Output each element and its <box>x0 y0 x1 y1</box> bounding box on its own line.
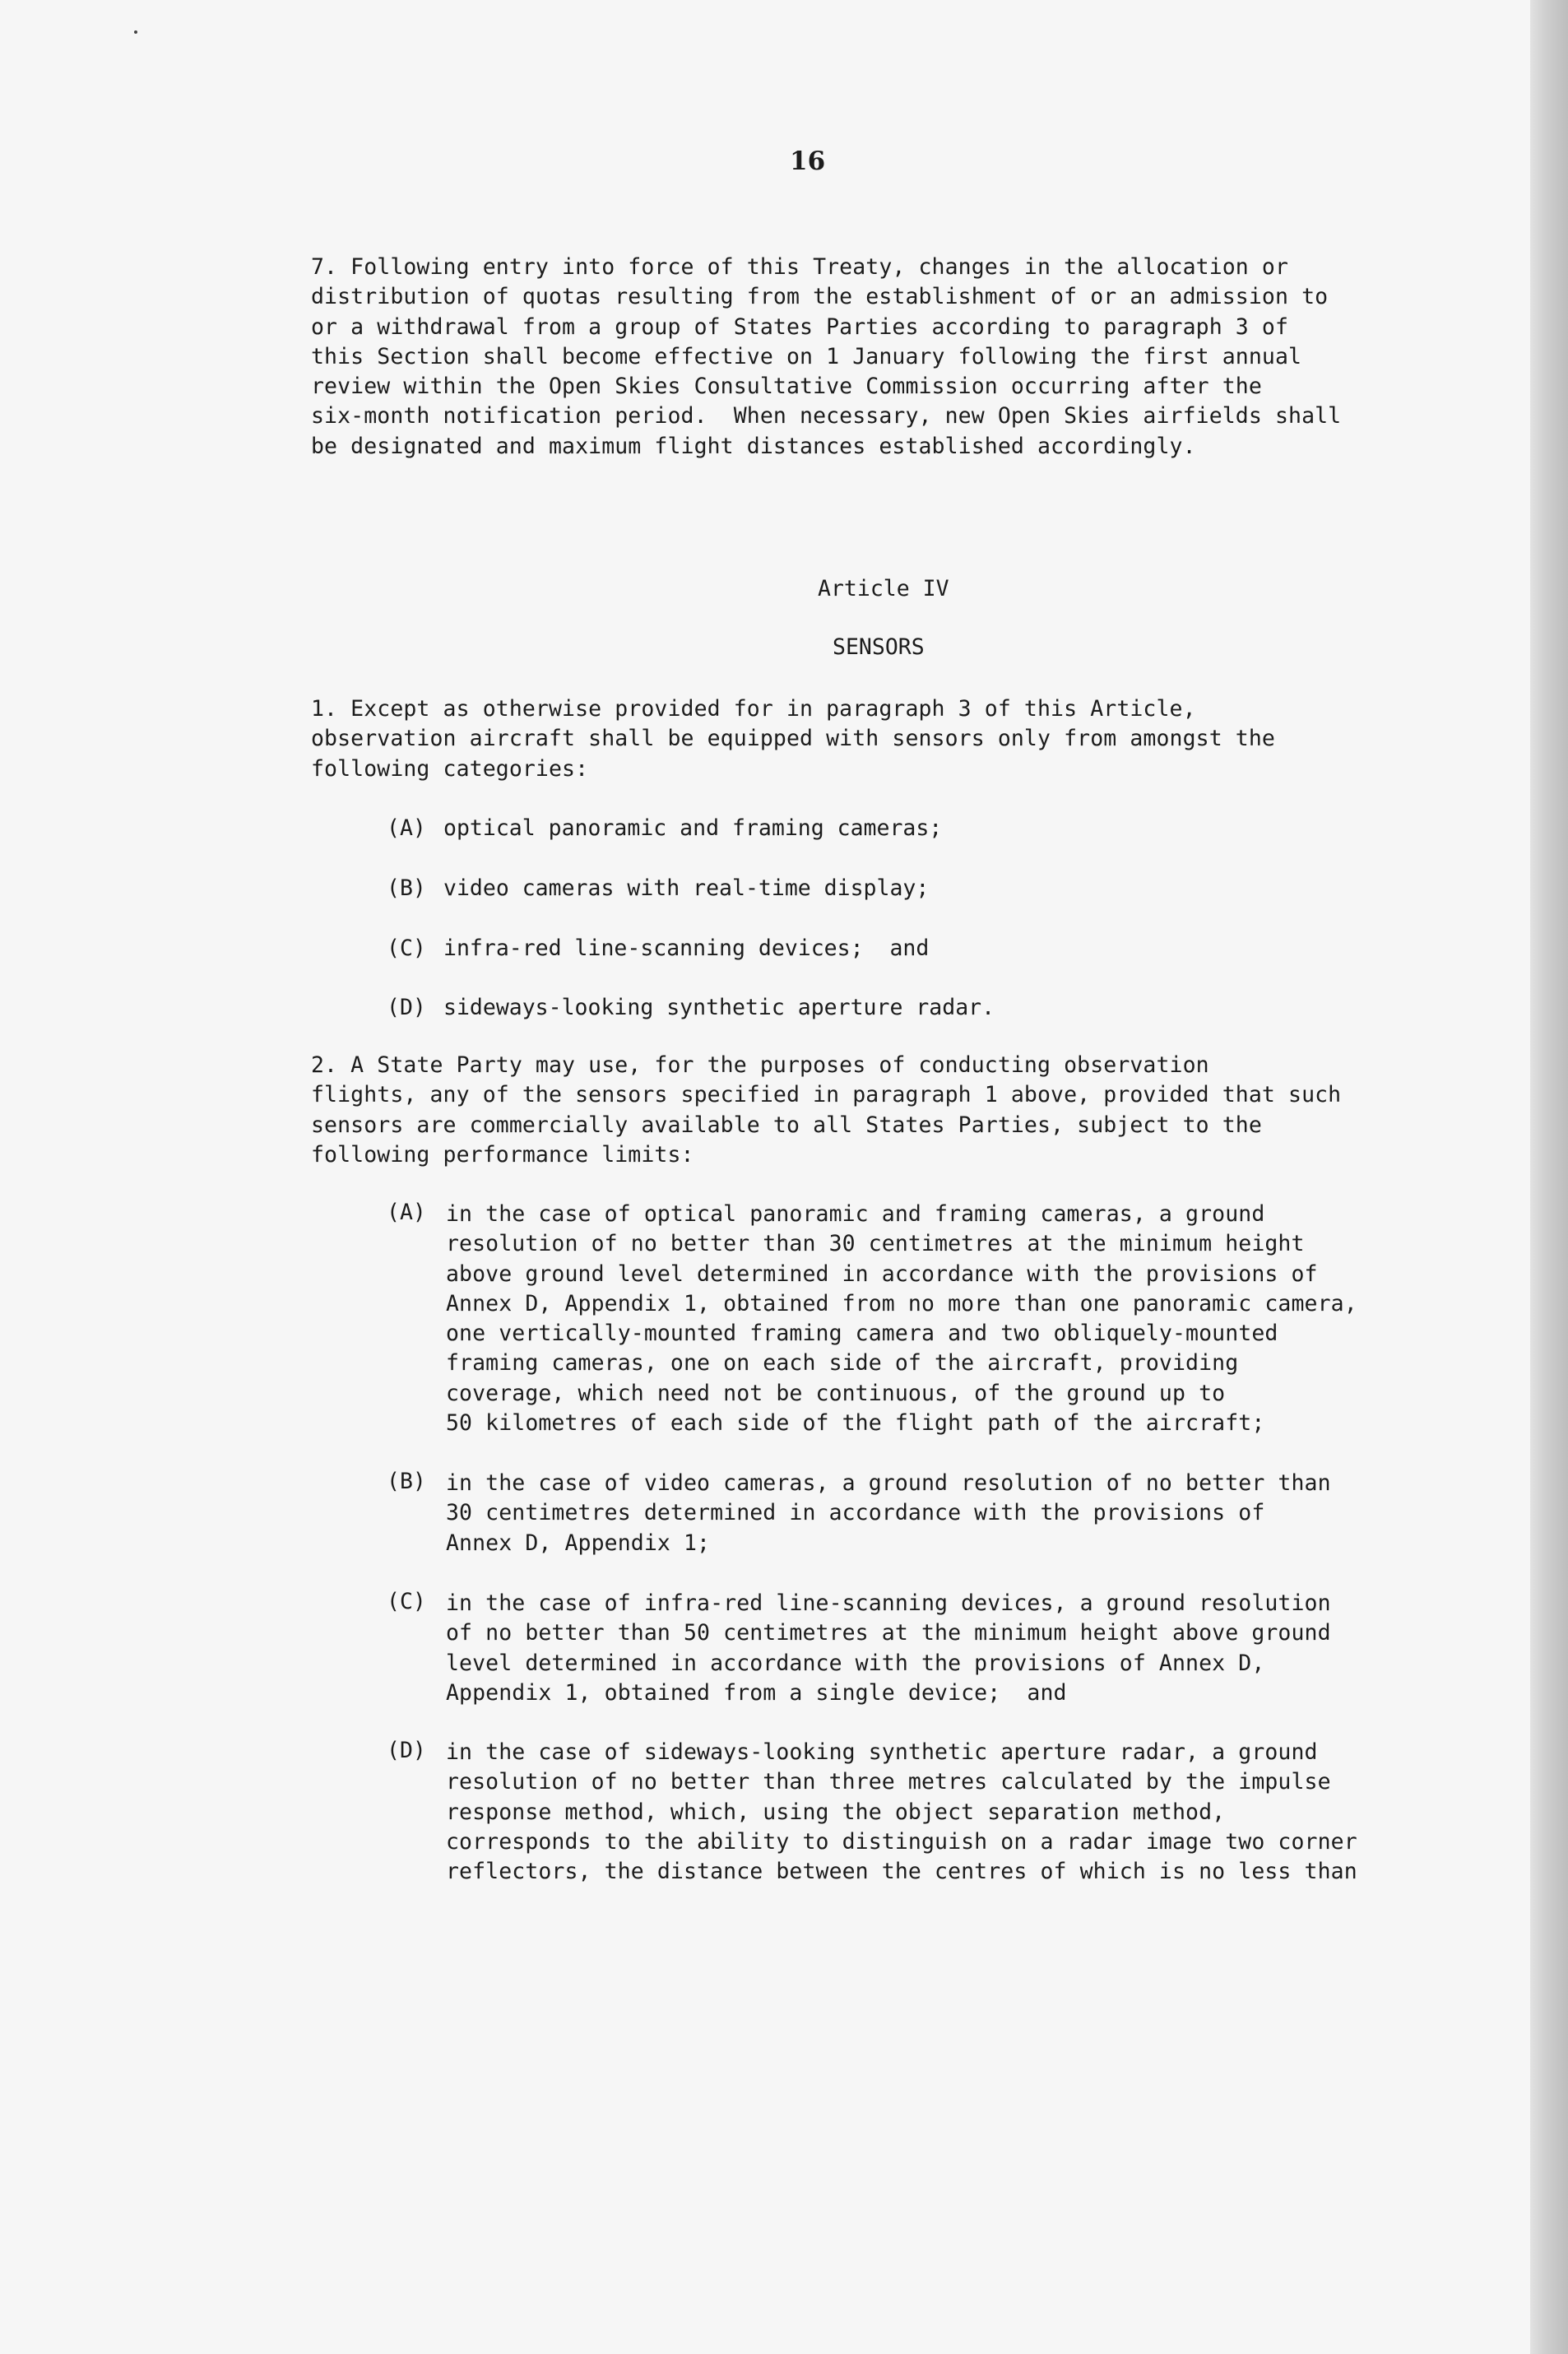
list2-item-b-text: in the case of video cameras, a ground resolution of no better than 30 centimetres determined in accordance with the provisions of Annex D, Appendix 1; <box>446 1470 1331 1556</box>
article-subtitle: SENSORS <box>833 634 925 660</box>
list1-item-c-label: (C) <box>387 936 426 961</box>
list1-item-a-label: (A) <box>387 815 426 841</box>
list1-item-c-text: infra-red line-scanning devices; and <box>443 936 930 961</box>
article-title: Article IV <box>818 576 949 601</box>
paragraph-1: 1. Except as otherwise provided for in paragraph 3 of this Article, observation aircraft shall be equipped with sensors only from amongst the following categories: <box>311 696 1275 782</box>
paragraph-2: 2. A State Party may use, for the purposes of conducting observation flights, any of the sensors specified in paragraph 1 above, provided that such sensors are commercially available to all States Parties, subject to the following performance limits: <box>311 1052 1342 1168</box>
list1-item-b-text: video cameras with real-time display; <box>443 875 930 901</box>
list2-item-a-label: (A) <box>387 1200 426 1225</box>
paragraph-7: 7. Following entry into force of this Treaty, changes in the allocation or distribution of quotas resulting from the establishment of or an admission to or a withdrawal from a group of States Parties according to paragraph 3 of this Section shall become effective on 1 January following the first annual review within the Open Skies Consultative Commission occurring after the six-month notification period. When necessary, new Open Skies airfields shall be designated and maximum flight distances established accordingly. <box>311 254 1342 459</box>
scan-speck <box>134 30 137 34</box>
list2-item-c-label: (C) <box>387 1589 426 1614</box>
list2-item-d-text: in the case of sideways-looking synthetic aperture radar, a ground resolution of no better than three metres calculated by the impulse response method, which, using the object separation method, corresponds to the ability to distinguish on a radar image two corner reflectors, the distance between the centres of which is no less than <box>446 1739 1357 1885</box>
list1-item-d-label: (D) <box>387 995 426 1020</box>
list2-item-b-label: (B) <box>387 1469 426 1494</box>
page-number: 16 <box>790 146 826 176</box>
list2-item-c-text: in the case of infra-red line-scanning devices, a ground resolution of no better than 50 centimetres at the minimum height above ground level determined in accordance with the provisions of Annex D, Appendix 1, obtained from a single device; and <box>446 1590 1331 1706</box>
list1-item-a-text: optical panoramic and framing cameras; <box>443 815 943 841</box>
list1-item-d-text: sideways-looking synthetic aperture radar. <box>443 995 995 1020</box>
list1-item-b-label: (B) <box>387 875 426 901</box>
page-edge-shadow <box>1530 0 1568 2354</box>
list2-item-d-label: (D) <box>387 1738 426 1763</box>
list2-item-a-text: in the case of optical panoramic and framing cameras, a ground resolution of no better than 30 centimetres at the minimum height above ground level determined in accordance with the provisions of Annex D, Appendix 1, obtained from no more than one panoramic camera, one vertically-mounted framing camera and two obliquely-mounted framing cameras, one on each side of the aircraft, providing coverage, which need not be continuous, of the ground up to 50 kilometres of each side of the flight path of the aircraft; <box>446 1201 1357 1437</box>
